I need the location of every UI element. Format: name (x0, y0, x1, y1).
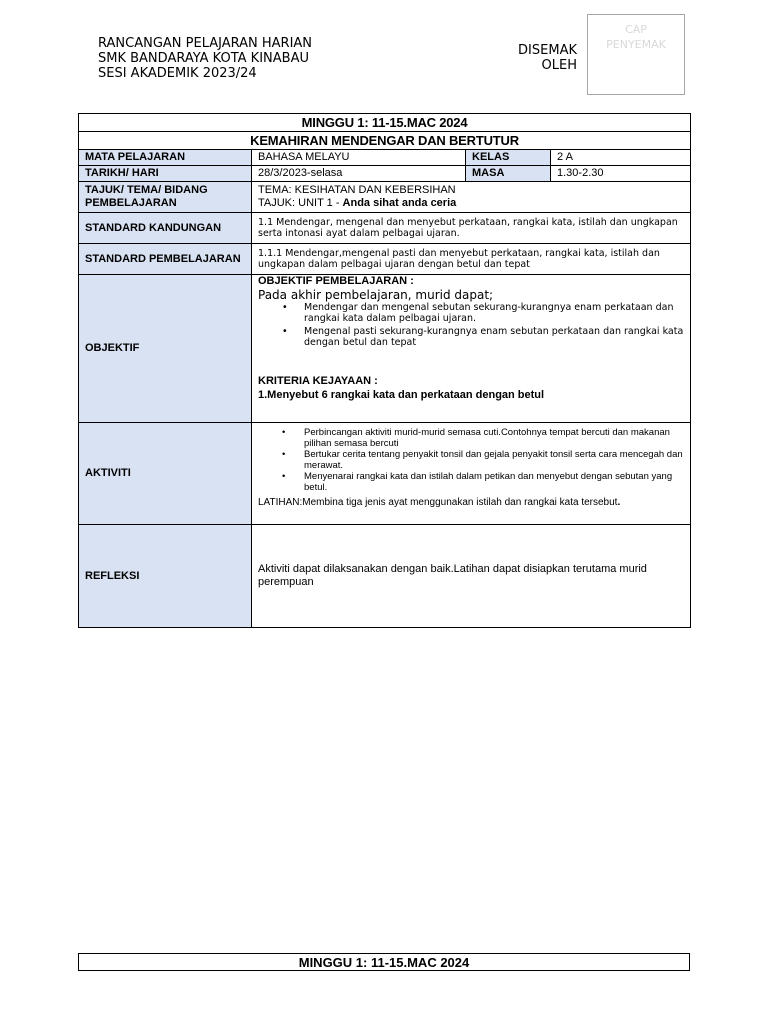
learning-standard-row (79, 244, 691, 275)
objective-item-2: • Mengenal pasti sekurang-kurangnya enam sebutan perkataan dan rangkai kata dengan betul dan tepat (304, 326, 684, 348)
objective-label: OBJEKTIF (79, 275, 252, 423)
topic-label: TAJUK/ TEMA/ BIDANG PEMBELAJARAN (79, 182, 252, 213)
class-value: 2 A (551, 150, 691, 166)
date-value: 28/3/2023-selasa (252, 166, 466, 182)
reviewer-stamp-box (587, 14, 685, 95)
criteria-value: 1.Menyebut 6 rangkai kata dan perkataan dengan betul (258, 389, 545, 401)
content-standard-label: STANDARD KANDUNGAN (79, 213, 252, 244)
week-row (79, 114, 691, 132)
exercise-period: . (617, 497, 621, 508)
time-label: MASA (466, 166, 551, 182)
topic-prefix: TAJUK: UNIT 1 - (258, 197, 343, 209)
header-title: RANCANGAN PELAJARAN HARIAN (98, 36, 313, 51)
reflection-row (79, 525, 691, 628)
content-standard-row (79, 213, 691, 244)
skill-row (79, 132, 691, 150)
subject-value: BAHASA MELAYU (252, 150, 466, 166)
topic-cell (252, 182, 691, 213)
objective-item-1: • Mendengar dan mengenal sebutan sekurang-kurangnya enam perkataan dan rangkai kata dalam pelbagai ujaran. (304, 302, 684, 324)
reflection-label: REFLEKSI (79, 525, 252, 628)
objective-list (258, 302, 684, 348)
activity-item-3: • Menyenarai rangkai kata dan istilah dalam petikan dan menyebut dengan sebutan yang betul. (304, 471, 684, 493)
stamp-label-line2: PENYEMAK (606, 38, 666, 51)
subject-label: MATA PELAJARAN (79, 150, 252, 166)
week-title: MINGGU 1: 11-15.MAC 2024 (79, 114, 691, 132)
header-session: SESI AKADEMIK 2023/24 (98, 66, 257, 81)
lesson-plan-table (78, 113, 691, 628)
objective-row (79, 275, 691, 423)
activity-item-2: • Bertukar cerita tentang penyakit tonsil dan gejala penyakit tonsil serta cara mencegah dan merawat. (304, 449, 684, 471)
objective-heading: OBJEKTIF PEMBELAJARAN : (258, 275, 414, 287)
topic-value (258, 197, 684, 210)
learning-standard-label: STANDARD PEMBELAJARAN (79, 244, 252, 275)
topic-title: Anda sihat anda ceria (342, 197, 457, 209)
document-header (98, 36, 312, 81)
activity-cell (252, 423, 691, 525)
activity-item-1: • Perbincangan aktiviti murid-murid semasa cuti.Contohnya tempat bercuti dan makanan pilihan semasa bercuti (304, 427, 684, 449)
stamp-label-line1: CAP (625, 23, 647, 36)
reflection-value: Aktiviti dapat dilaksanakan dengan baik.Latihan dapat disiapkan terutama murid perempuan (252, 525, 691, 628)
theme-value: TEMA: KESIHATAN DAN KEBERSIHAN (258, 184, 456, 196)
next-page-table (78, 953, 690, 971)
time-value: 1.30-2.30 (551, 166, 691, 182)
content-standard-value: 1.1 Mendengar, mengenal dan menyebut perkataan, rangkai kata, istilah dan ungkapan serta intonasi ayat dalam pelbagai ujaran. (252, 213, 691, 244)
date-row (79, 166, 691, 182)
reviewed-by-line2: OLEH (541, 58, 577, 73)
subject-row (79, 150, 691, 166)
class-label: KELAS (466, 150, 551, 166)
objective-intro: Pada akhir pembelajaran, murid dapat; (258, 288, 494, 302)
skill-title: KEMAHIRAN MENDENGAR DAN BERTUTUR (79, 132, 691, 150)
next-week-title: MINGGU 1: 11-15.MAC 2024 (79, 954, 690, 971)
header-school: SMK BANDARAYA KOTA KINABAU (98, 51, 309, 66)
exercise-text (258, 497, 684, 509)
next-week-row (79, 954, 690, 971)
reviewed-by-line1: DISEMAK (518, 43, 577, 58)
topic-row (79, 182, 691, 213)
reviewed-by-label (505, 43, 577, 73)
activity-label: AKTIVITI (79, 423, 252, 525)
activity-row (79, 423, 691, 525)
learning-standard-value: 1.1.1 Mendengar,mengenal pasti dan menyebut perkataan, rangkai kata, istilah dan ungkapan dalam pelbagai ujaran dengan betul dan tepat (252, 244, 691, 275)
objective-cell (252, 275, 691, 423)
activity-list (258, 427, 684, 493)
exercise-value: LATIHAN:Membina tiga jenis ayat menggunakan istilah dan rangkai kata tersebut (258, 497, 618, 508)
date-label: TARIKH/ HARI (79, 166, 252, 182)
criteria-heading: KRITERIA KEJAYAAN : (258, 375, 378, 387)
